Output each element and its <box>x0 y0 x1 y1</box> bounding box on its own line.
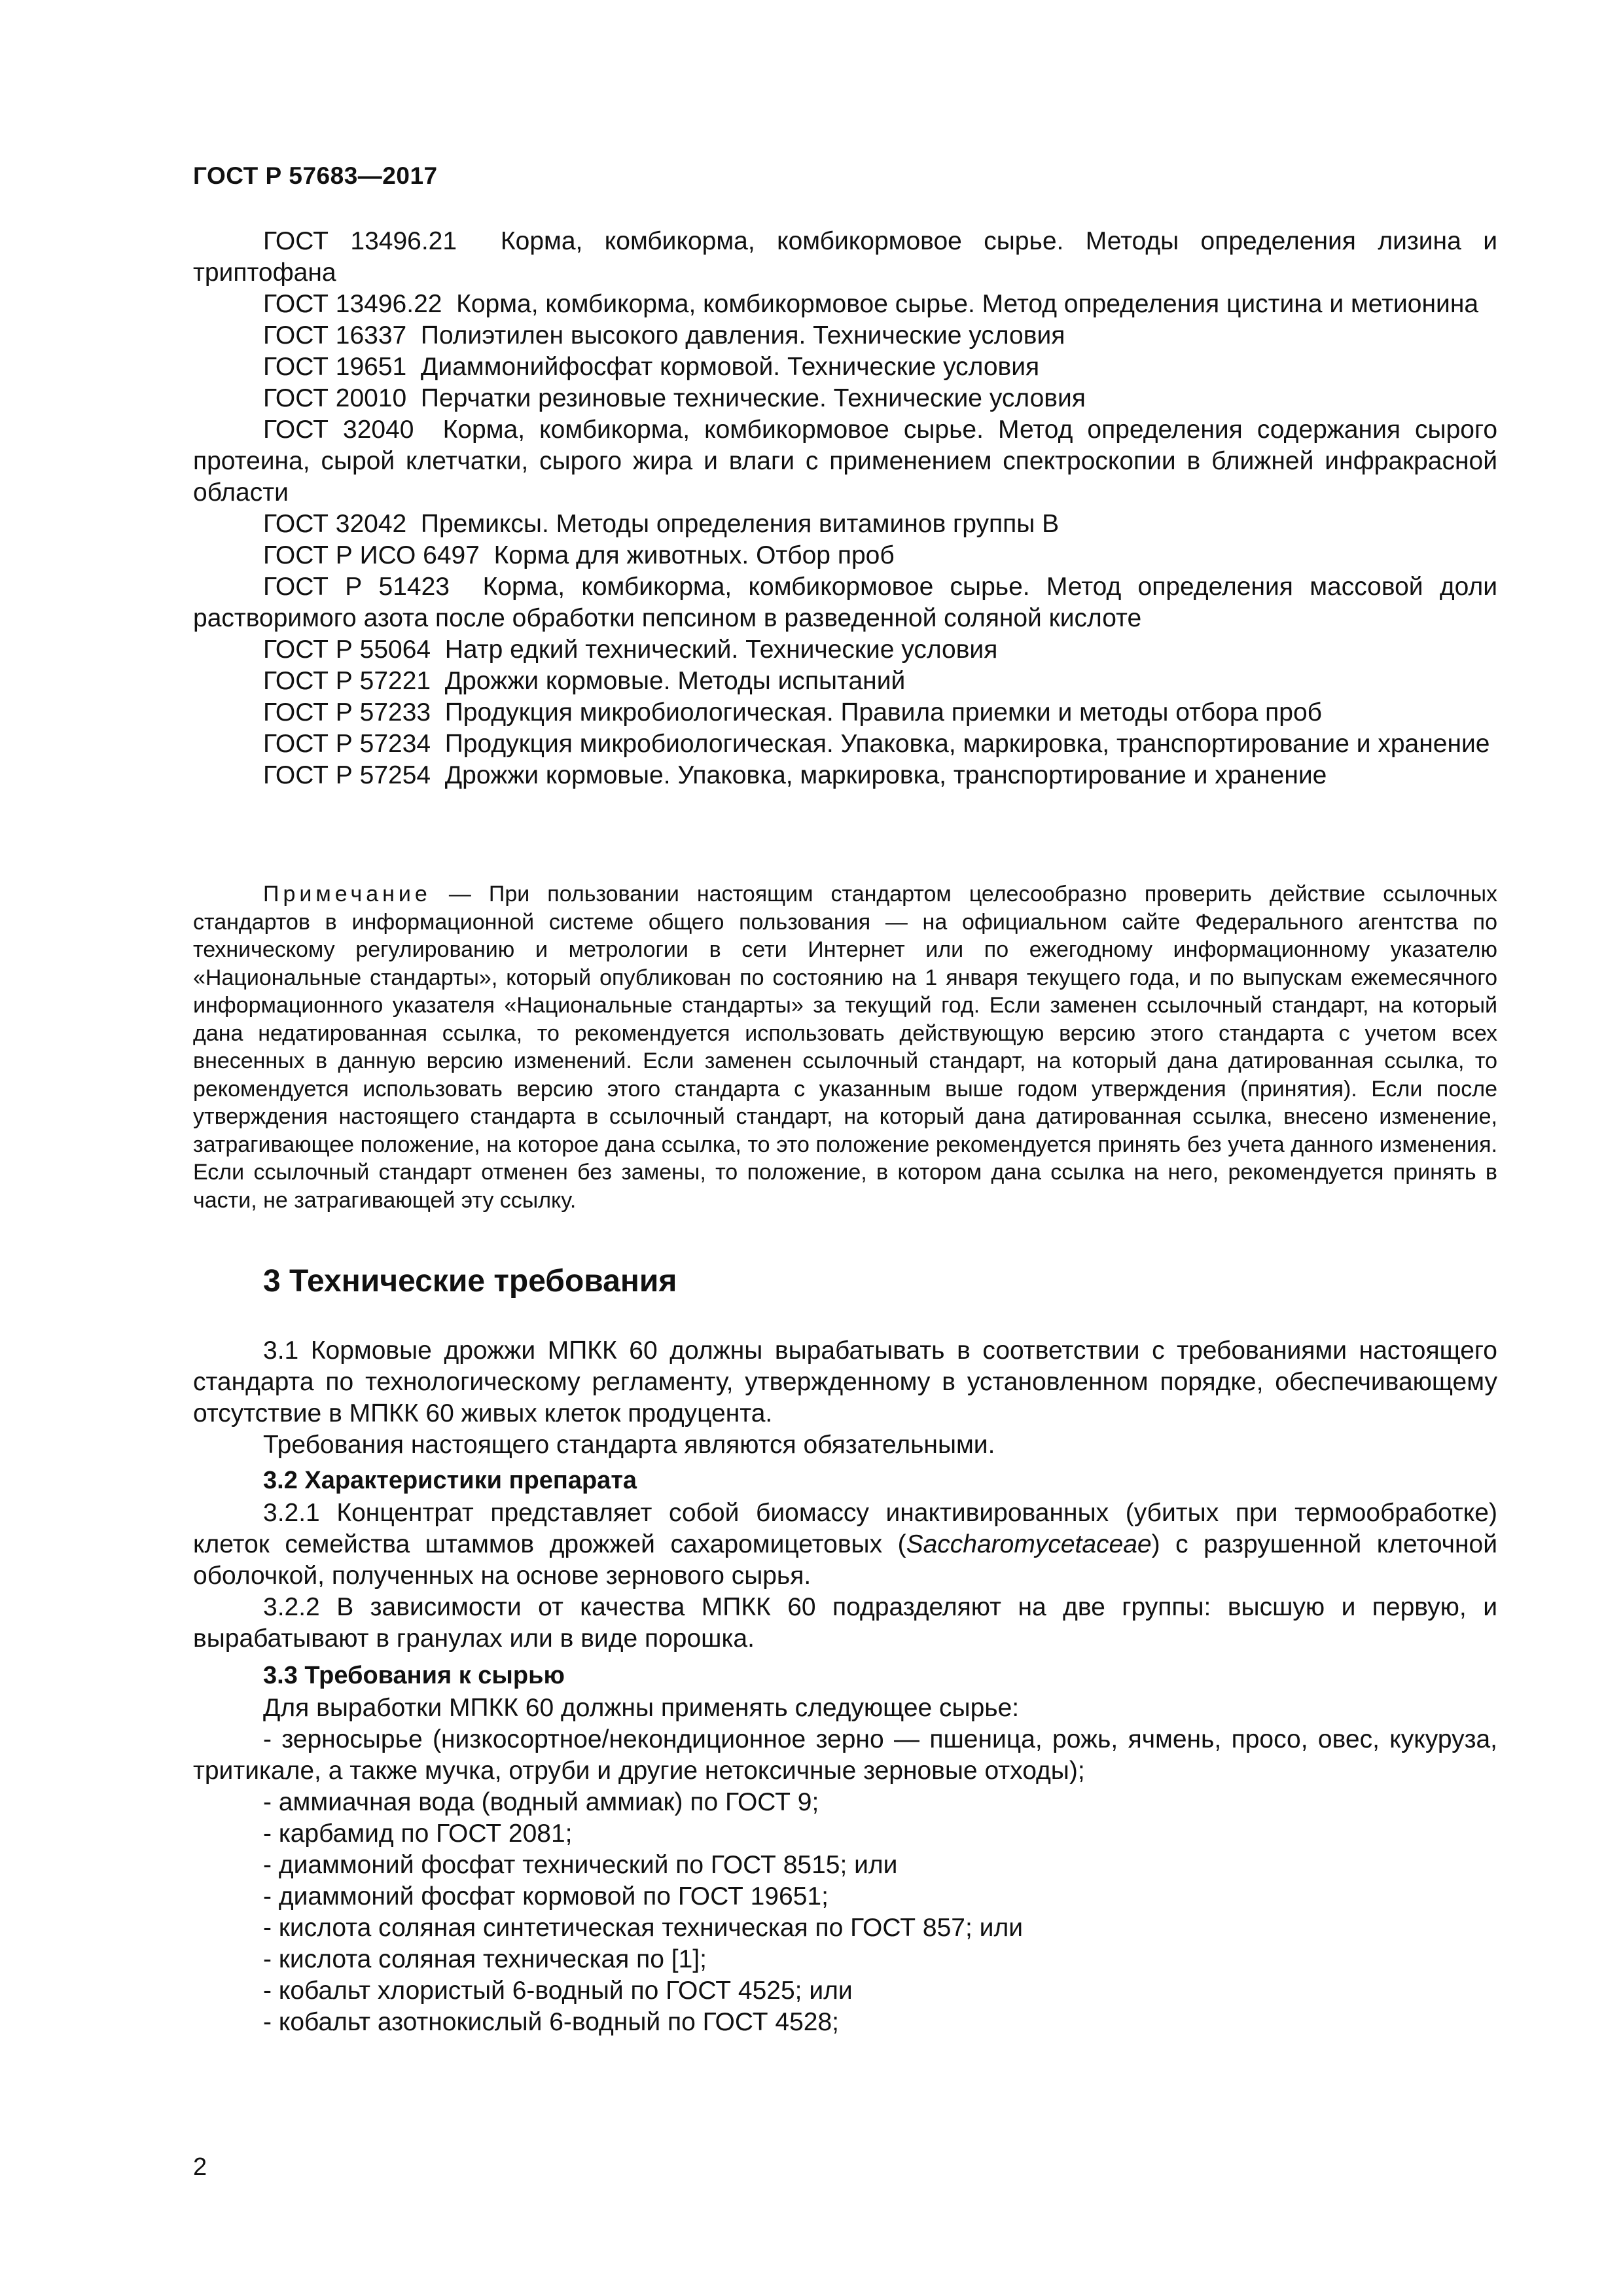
reference-code: ГОСТ Р 57233 <box>263 698 431 726</box>
subsection-3-3-title: 3.3 Требования к сырью <box>263 1662 565 1689</box>
reference-text: Корма для животных. Отбор проб <box>493 541 895 569</box>
reference-text: Дрожжи кормовые. Методы испытаний <box>444 667 906 695</box>
note-paragraph <box>193 880 1497 1214</box>
paragraph-3-3: Для выработки МПКК 60 должны применять следующее сырье: <box>263 1694 1020 1722</box>
note-block <box>193 880 1497 1214</box>
section-title: 3 Технические требования <box>263 1264 677 1299</box>
references-list <box>193 226 1497 791</box>
paragraph-3-2-1: 3.2.1 Концентрат представляет собой биомассу инактивированных (убитых при термообработке) клеток семейства штаммов дрожжей сахаромицетовых (Saccharomycetaceae) с разрушенной клеточной оболочкой, полученных на основе зернового сырья. <box>193 1499 1498 1590</box>
reference-item <box>193 540 1497 571</box>
note-label: Примечание <box>263 882 431 906</box>
paragraph-3-1: 3.1 Кормовые дрожжи МПКК 60 должны вырабатывать в соответствии с требованиями настоящего стандарта по технологическому регламенту, утвержденному в установленном порядке, обеспечивающему отсутствие в МПКК 60 живых клеток продуцента. <box>193 1336 1497 1427</box>
reference-item <box>193 760 1497 791</box>
reference-item <box>193 728 1497 760</box>
list-item: - кислота соляная синтетическая техническая по ГОСТ 857; или <box>263 1914 1023 1942</box>
list-item: - диаммоний фосфат кормовой по ГОСТ 19651; <box>263 1882 829 1910</box>
reference-text: Перчатки резиновые технические. Технические условия <box>420 384 1086 412</box>
list-item: - кислота соляная техническая по [1]; <box>263 1945 707 1973</box>
paragraph-3-2-2: 3.2.2 В зависимости от качества МПКК 60 подразделяют на две группы: высшую и первую, и вырабатывают в гранулах или в виде порошка. <box>193 1593 1497 1653</box>
list-item: - карбамид по ГОСТ 2081; <box>263 1820 573 1848</box>
latin-term: Saccharomycetaceae <box>906 1530 1152 1558</box>
reference-item <box>193 666 1497 697</box>
reference-code: ГОСТ Р ИСО 6497 <box>263 541 480 569</box>
note-text: — При пользовании настоящим стандартом целесообразно проверить действие ссылочных стандартов в информационной системе общего пользования — на официальном сайте Федерального агентства по техническому регулированию и метрологии в сети Интернет или по ежегодному информационному указателю «Национальные стандарты», который опубликован по состоянию на 1 января текущего года, и по выпускам ежемесячного информационного указателя «Национальные стандарты» за текущий год. Если заменен ссылочный стандарт, на который дана недатированная ссылка, то рекомендуется использовать действующую версию этого стандарта с учетом всех внесенных в данную версию изменений. Если заменен ссылочный стандарт, на который дана датированная ссылка, то рекомендуется использовать версию этого стандарта с указанным выше годом утверждения (принятия). Если после утверждения настоящего стандарта в ссылочный стандарт, на который дана датированная ссылка, внесено изменение, затрагивающее положение, на которое дана ссылка, то это положение рекомендуется принять без учета данного изменения. Если ссылочный стандарт отменен без замены, то положение, в котором дана ссылка на него, рекомендуется принять в части, не затрагивающей эту ссылку. <box>193 882 1498 1213</box>
reference-text: Продукция микробиологическая. Правила приемки и методы отбора проб <box>444 698 1322 726</box>
list-item: - зерносырье (низкосортное/некондиционное зерно — пшеница, рожь, ячмень, просо, овес, кукуруза, тритикале, а также мучка, отруби и другие нетоксичные зерновые отходы); <box>193 1725 1497 1785</box>
list-item: - кобальт хлористый 6-водный по ГОСТ 4525; или <box>263 1977 853 2005</box>
subsection-3-2-title: 3.2 Характеристики препарата <box>263 1467 637 1494</box>
reference-code: ГОСТ Р 51423 <box>263 573 450 601</box>
reference-item <box>193 351 1497 383</box>
document-header: ГОСТ Р 57683—2017 <box>193 162 438 189</box>
reference-code: ГОСТ 32042 <box>263 510 407 538</box>
reference-text: Премиксы. Методы определения витаминов группы В <box>420 510 1060 538</box>
list-item: - кобальт азотнокислый 6-водный по ГОСТ 4528; <box>263 2008 840 2036</box>
reference-item <box>193 509 1497 540</box>
reference-code: ГОСТ 32040 <box>263 416 414 444</box>
reference-code: ГОСТ 20010 <box>263 384 407 412</box>
reference-code: ГОСТ 13496.21 <box>263 227 457 255</box>
reference-item <box>193 289 1497 320</box>
reference-item <box>193 383 1497 414</box>
reference-text: Корма, комбикорма, комбикормовое сырье. Методы определения лизина и триптофана <box>193 227 1497 287</box>
reference-item <box>193 226 1497 289</box>
reference-code: ГОСТ Р 55064 <box>263 636 431 664</box>
list-item: - аммиачная вода (водный аммиак) по ГОСТ 9; <box>263 1788 819 1816</box>
reference-text: Диаммонийфосфат кормовой. Технические условия <box>420 353 1040 381</box>
section-3-body <box>193 1335 1497 2038</box>
reference-item <box>193 571 1497 634</box>
reference-item <box>193 697 1497 728</box>
reference-item <box>193 414 1497 509</box>
list-item: - диаммоний фосфат технический по ГОСТ 8515; или <box>263 1851 898 1879</box>
paragraph-3-1-mandatory: Требования настоящего стандарта являются обязательными. <box>263 1431 995 1459</box>
reference-code: ГОСТ Р 57234 <box>263 730 431 758</box>
reference-text: Полиэтилен высокого давления. Технические условия <box>420 321 1065 350</box>
reference-code: ГОСТ Р 57221 <box>263 667 431 695</box>
section-3 <box>193 1262 1497 1301</box>
reference-code: ГОСТ 19651 <box>263 353 407 381</box>
reference-item <box>193 320 1497 351</box>
reference-text: Корма, комбикорма, комбикормовое сырье. Метод определения цистина и метионина <box>456 290 1479 318</box>
reference-item <box>193 634 1497 666</box>
reference-text: Корма, комбикорма, комбикормовое сырье. Метод определения содержания сырого протеина, сырой клетчатки, сырого жира и влаги с применением спектроскопии в ближней инфракрасной области <box>193 416 1498 507</box>
reference-text: Дрожжи кормовые. Упаковка, маркировка, транспортирование и хранение <box>444 761 1327 789</box>
reference-code: ГОСТ 13496.22 <box>263 290 442 318</box>
reference-text: Натр едкий технический. Технические условия <box>444 636 998 664</box>
page-number: 2 <box>193 2153 207 2181</box>
reference-code: ГОСТ 16337 <box>263 321 407 350</box>
reference-text: Продукция микробиологическая. Упаковка, маркировка, транспортирование и хранение <box>444 730 1490 758</box>
reference-text: Корма, комбикорма, комбикормовое сырье. Метод определения массовой доли растворимого азота после обработки пепсином в разведенной соляной кислоте <box>193 573 1498 632</box>
reference-code: ГОСТ Р 57254 <box>263 761 431 789</box>
